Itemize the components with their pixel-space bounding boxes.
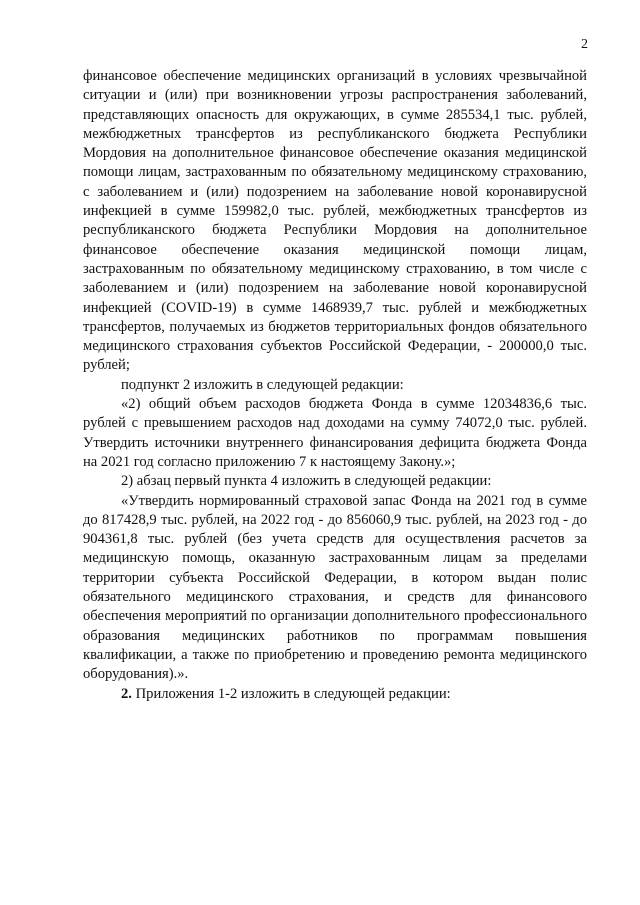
paragraph-total-expenses: «2) общий объем расходов бюджета Фонда в сумме 12034836,6 тыс. рублей с превышением расходов над доходами на сумму 74072,0 тыс. рублей. Утвердить источники внутреннего финансирования дефицита бюджета Фонда на 2021 год согласно приложению 7 к настоящему Закону.»; — [83, 396, 587, 470]
paragraph-insurance-reserve: «Утвердить нормированный страховой запас Фонда на 2021 год в сумме до 817428,9 тыс. рублей, на 2022 год - до 856060,9 тыс. рублей, на 2023 год - до 904361,8 тыс. рублей (без учета средств для осуществления расчетов за медицинскую помощь, оказанную застрахованным лицам за пределами территории субъекта Российской Федерации, в котором выдан полис обязательного медицинского страхования, и средств для финансового обеспечения мероприятий по организации дополнительного профессионального образования медицинских работников по программам повышения квалификации, а также по приобретению и проведению ремонта медицинского оборудования).». — [83, 492, 587, 683]
paragraph-subpoint-2-intro: подпункт 2 изложить в следующей редакции: — [121, 376, 404, 393]
paragraph-financial-transfers: финансовое обеспечение медицинских организаций в условиях чрезвычайной ситуации и (или) при возникновении угрозы распространения заболеваний, представляющих опасность для окружающих, в сумме 285534,1 тыс. рублей, межбюджетных трансфертов из республиканского бюджета Республики Мордовия на дополнительное финансовое обеспечение оказания медицинской помощи лицам, застрахованным по обязательному медицинскому страхованию, с заболеванием и (или) подозрением на заболевание новой коронавирусной инфекцией в сумме 159982,0 тыс. рублей, межбюджетных трансфертов из республиканского бюджета Республики Мордовия на дополнительное финансовое обеспечение оказания медицинской помощи лицам, застрахованным по обязательному медицинскому страхованию, в том числе с заболеванием и (или) подозрением на заболевание новой коронавирусной инфекцией (COVID-19) в сумме 1468939,7 тыс. рублей и межбюджетных трансфертов, получаемых из бюджетов территориальных фондов обязательного медицинского страхования субъектов Российской Федерации, - 200000,0 тыс. рублей; — [83, 68, 587, 374]
paragraph-appendices — [83, 685, 587, 704]
item-number: 2. — [121, 685, 132, 702]
document-body — [83, 67, 587, 704]
page-number: 2 — [581, 37, 588, 52]
paragraph-item-4-intro: 2) абзац первый пункта 4 изложить в следующей редакции: — [121, 473, 492, 490]
appendices-text: Приложения 1-2 изложить в следующей редакции: — [135, 685, 451, 702]
